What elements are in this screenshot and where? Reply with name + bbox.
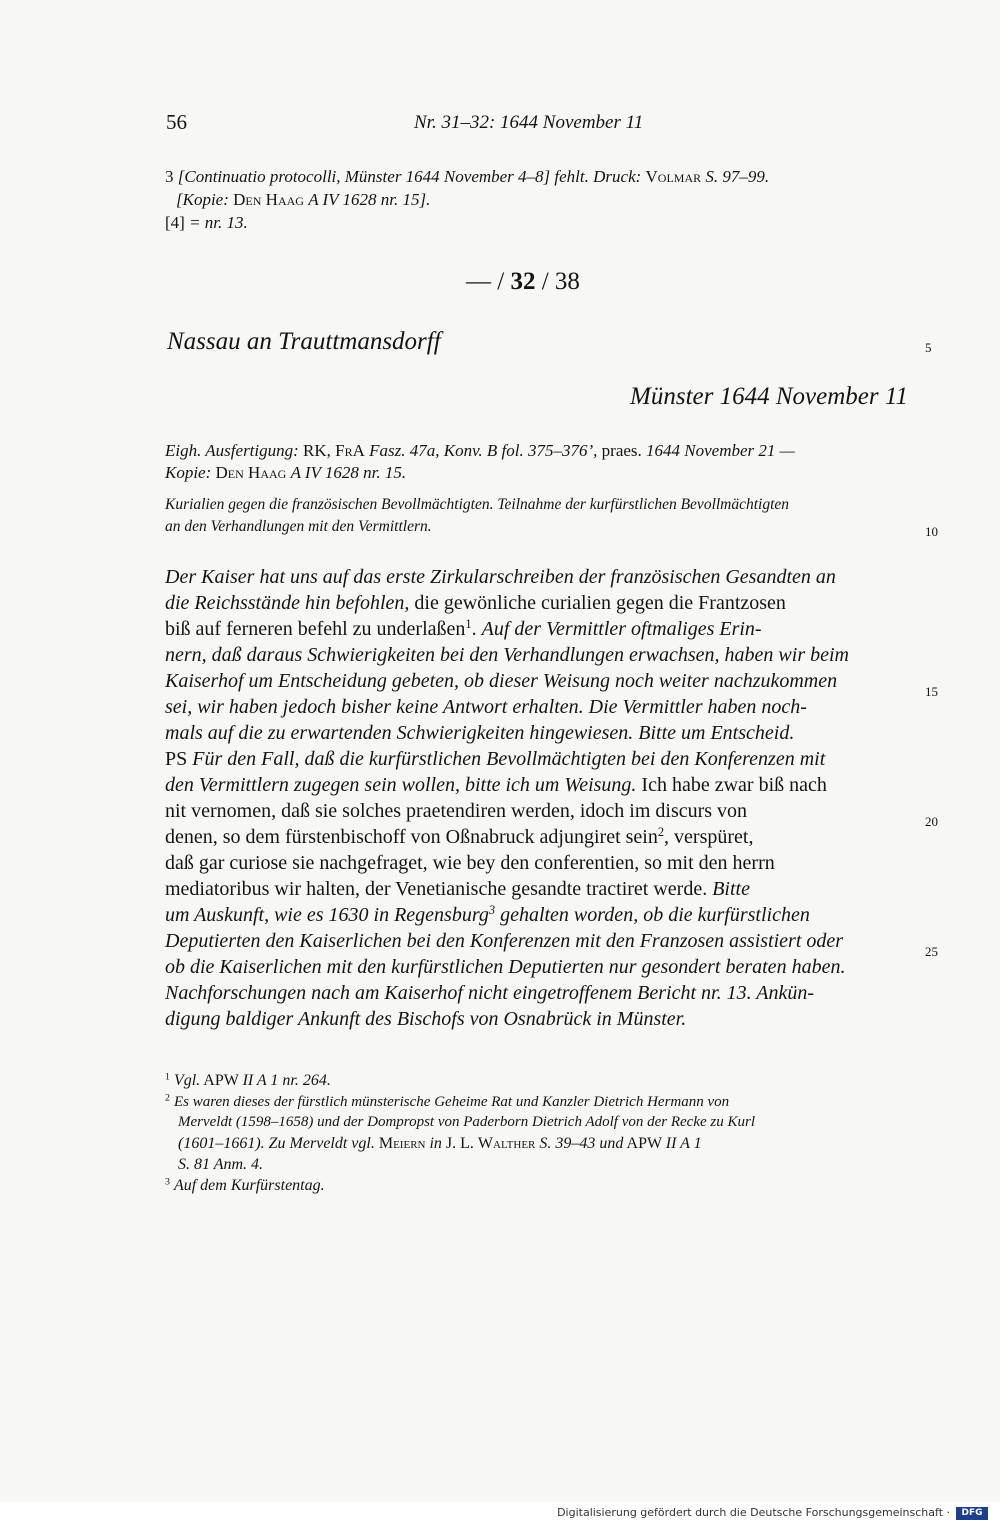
body-line: biß auf ferneren befehl zu underlaßen$^1$. Auf der Vermittler oftmaliges Erin- xyxy=(165,617,762,640)
footnote-2: $^2$ Es waren dieses der fürstlich münsterische Geheime Rat und Kanzler Dietrich Hermann von xyxy=(165,1092,730,1110)
footnote-ref-1: 1 xyxy=(465,617,472,632)
line-number-10: 10 xyxy=(925,524,938,539)
running-title: Nr. 31–32: 1644 November 11 xyxy=(414,112,644,133)
body-line: digung baldiger Ankunft des Bischofs von Osnabrück in Münster. xyxy=(165,1008,687,1030)
body-line: sei, wir haben jedoch bisher keine Antwort erhalten. Die Vermittler haben noch- xyxy=(165,696,807,718)
body-line: daß gar curiose sie nachgefraget, wie bey den conferentien, so mit den herrn xyxy=(165,852,775,874)
footnote-2-line-4: S. 81 Anm. 4. xyxy=(178,1156,264,1173)
funding-notice: Digitalisierung gefördert durch die Deutsche Forschungsgemeinschaft · xyxy=(557,1506,950,1519)
footnote-ref-2: 2 xyxy=(657,825,665,840)
regest-line-2: an den Verhandlungen mit den Vermittlern. xyxy=(165,518,432,535)
line-number-20: 20 xyxy=(925,814,938,829)
body-line: mediatoribus wir halten, der Venetianische gesandte tractiret werde. Bitte xyxy=(165,878,750,900)
footnote-3: $^3$ Auf dem Kurfürstentag. xyxy=(165,1176,325,1194)
body-line: Kaiserhof um Entscheidung gebeten, ob dieser Weisung noch weiter nachzukommen xyxy=(165,670,838,692)
footnote-2-line-2: Merveldt (1598–1658) und der Dompropst von Paderborn Dietrich Adolf von der Recke zu Kurl xyxy=(178,1114,755,1130)
regest-line-1: Kurialien gegen die französischen Bevollmächtigten. Teilnahme der kurfürstlichen Bevollmächtigten xyxy=(165,496,790,513)
body-line: Deputierten den Kaiserlichen bei den Konferenzen mit den Franzosen assistiert oder xyxy=(165,930,844,952)
source-line-1: Eigh. Ausfertigung: RK, FrA Fasz. 47a, Konv. B fol. 375–376’, praes. 1644 November 21 — xyxy=(165,441,795,460)
body-line: um Auskunft, wie es 1630 in Regensburg$^3$ gehalten worden, ob die kurfürstlichen xyxy=(165,903,810,926)
footnote-1: $^1$ Vgl. APW II A 1 nr. 264. xyxy=(165,1071,331,1089)
dfg-logo-icon: DFG xyxy=(956,1507,988,1520)
document-title: Nassau an Trauttmansdorff xyxy=(167,328,441,355)
source-line-2: Kopie: Den Haag A IV 1628 nr. 15. xyxy=(165,463,407,482)
body-line: mals auf die zu erwartenden Schwierigkeiten hingewiesen. Bitte um Entscheid. xyxy=(165,722,795,744)
digitization-footer xyxy=(0,1502,1000,1525)
body-line: nern, daß daraus Schwierigkeiten bei den Verhandlungen erwachsen, haben wir beim xyxy=(165,644,849,666)
body-line: Nachforschungen nach am Kaiserhof nicht eingetroffenem Bericht nr. 13. Ankün- xyxy=(165,982,814,1004)
line-number-25: 25 xyxy=(925,944,938,959)
prev-entry-line-1: 3 [Continuatio protocolli, Münster 1644 November 4–8] fehlt. Druck: Volmar S. 97–99. xyxy=(165,167,770,186)
body-line: Der Kaiser hat uns auf das erste Zirkularschreiben der französischen Gesandten an xyxy=(165,566,836,588)
prev-entry-line-2: [Kopie: Den Haag A IV 1628 nr. 15]. xyxy=(176,190,431,209)
footnote-2-line-3: (1601–1661). Zu Merveldt vgl. Meiern in J. L. Walther S. 39–43 und APW II A 1 xyxy=(178,1135,702,1152)
prev-entry-line-3: [4] = nr. 13. xyxy=(165,213,248,232)
body-line: PS Für den Fall, daß die kurfürstlichen Bevollmächtigten bei den Konferenzen mit xyxy=(165,748,826,770)
document-date: Münster 1644 November 11 xyxy=(630,383,908,410)
document-number: — / 32 / 38 xyxy=(466,268,580,295)
body-line: nit vernomen, daß sie solches praetendiren werden, idoch im discurs von xyxy=(165,800,748,822)
line-number-15: 15 xyxy=(925,684,938,699)
body-line: die Reichsstände hin befohlen, die gewönliche curialien gegen die Frantzosen xyxy=(165,592,786,614)
line-number-5: 5 xyxy=(925,340,932,355)
footnote-ref-3: 3 xyxy=(488,903,496,918)
body-line: den Vermittlern zugegen sein wollen, bitte ich um Weisung. Ich habe zwar biß nach xyxy=(165,774,827,796)
body-line: ob die Kaiserlichen mit den kurfürstlichen Deputierten nur gesondert beraten haben. xyxy=(165,956,846,978)
body-line: denen, so dem fürstenbischoff von Oßnabruck adjungiret sein$^2$, verspüret, xyxy=(165,825,754,848)
page-number: 56 xyxy=(166,110,187,134)
